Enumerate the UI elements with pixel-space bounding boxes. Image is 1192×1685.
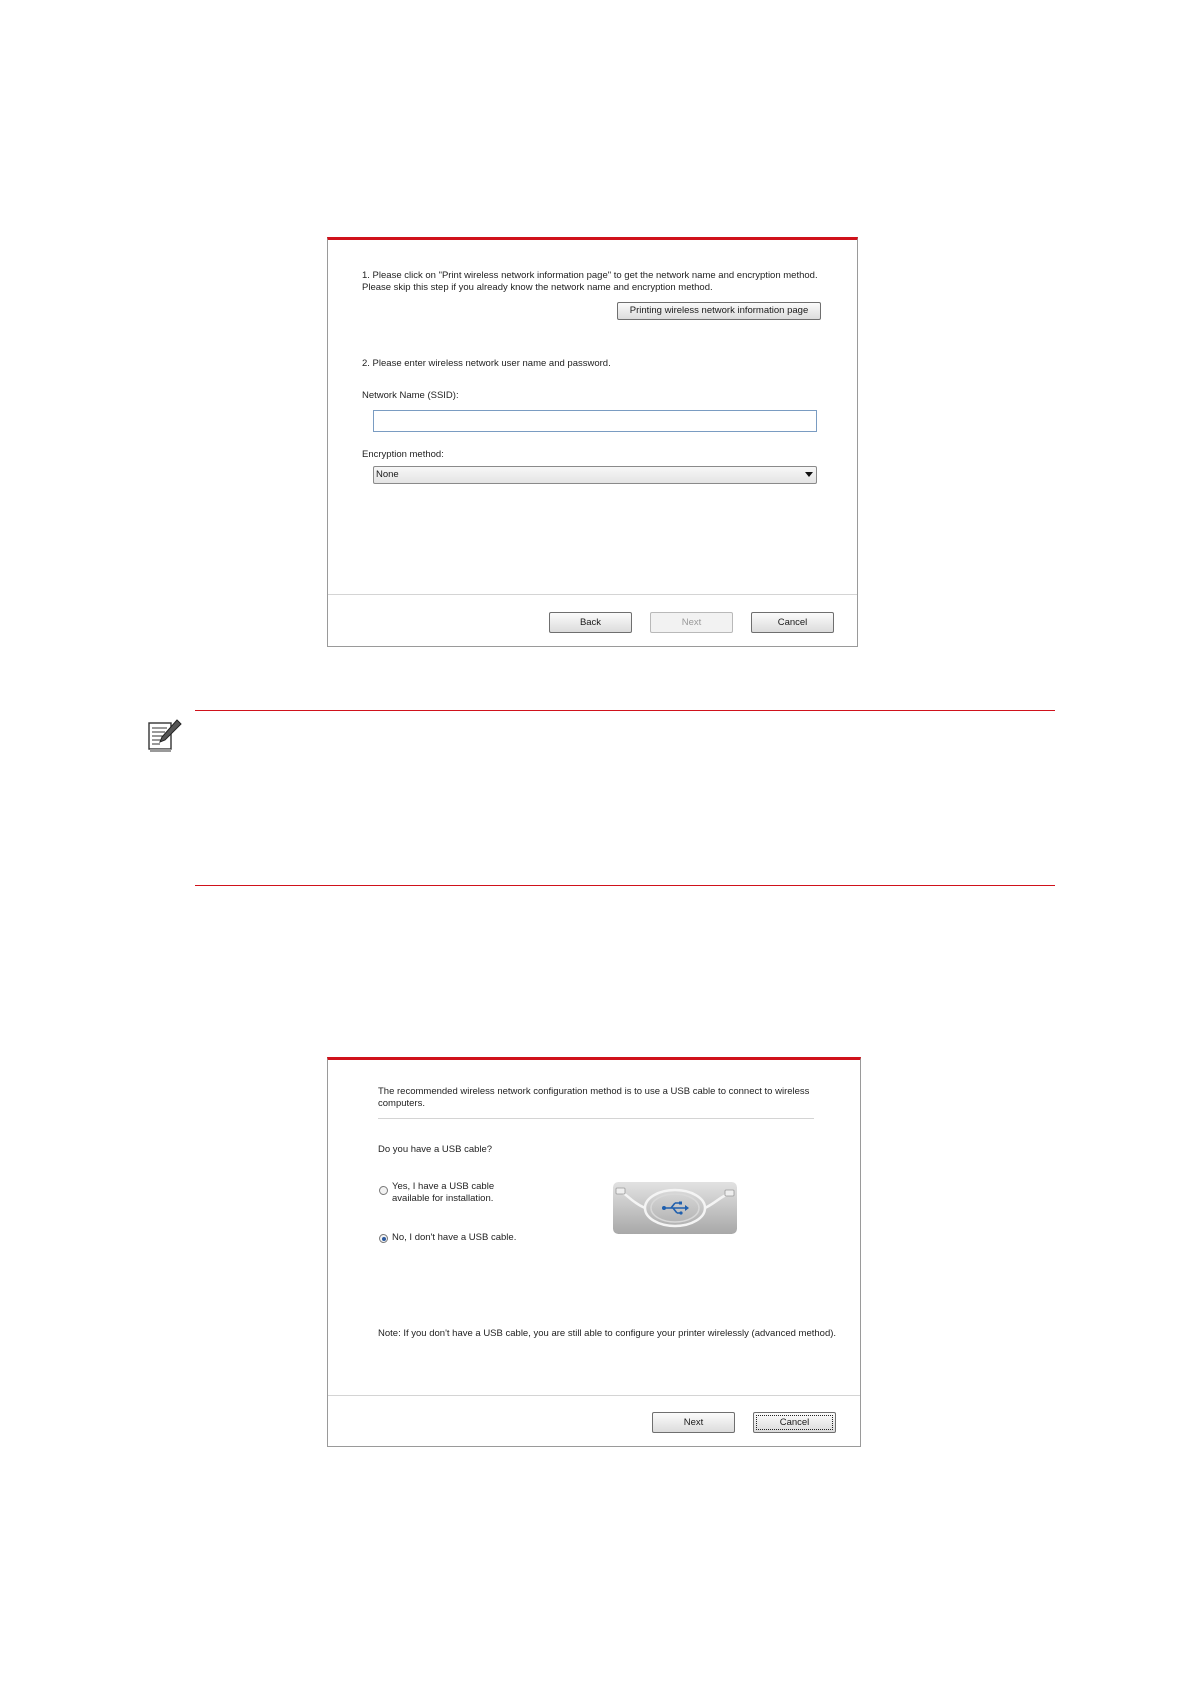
cancel-button-2[interactable]: Cancel bbox=[753, 1412, 836, 1433]
back-button[interactable]: Back bbox=[549, 612, 632, 633]
usb-question: Do you have a USB cable? bbox=[378, 1144, 493, 1155]
encryption-method-select[interactable] bbox=[373, 466, 817, 484]
note-bottom-rule bbox=[195, 885, 1055, 886]
step2-instruction: 2. Please enter wireless network user name and password. bbox=[362, 358, 611, 369]
note-pencil-icon bbox=[147, 718, 183, 754]
usb-cable-dialog bbox=[327, 1057, 861, 1447]
option-no-label[interactable]: No, I don't have a USB cable. bbox=[392, 1232, 517, 1243]
intro-divider bbox=[378, 1118, 814, 1119]
usb-note-text: Note: If you don't have a USB cable, you are still able to configure your printer wirelessly (advanced method). bbox=[378, 1328, 837, 1339]
wireless-setup-dialog bbox=[327, 237, 858, 647]
next-button[interactable]: Next bbox=[652, 1412, 735, 1433]
chevron-down-icon bbox=[805, 472, 813, 477]
usb-intro-text: The recommended wireless network configuration method is to use a USB cable to connect to wireless computers. bbox=[378, 1086, 810, 1109]
encryption-label: Encryption method: bbox=[362, 449, 444, 460]
ssid-label: Network Name (SSID): bbox=[362, 390, 459, 401]
note-top-rule bbox=[195, 710, 1055, 711]
radio-yes-usb[interactable] bbox=[379, 1186, 388, 1195]
ssid-input[interactable] bbox=[373, 410, 817, 432]
usb-cable-icon bbox=[613, 1182, 737, 1234]
radio-no-usb[interactable] bbox=[379, 1234, 388, 1243]
option-yes-label[interactable]: Yes, I have a USB cable available for installation. bbox=[392, 1181, 495, 1204]
footer-divider bbox=[328, 594, 857, 595]
encryption-selected-value: None bbox=[376, 469, 399, 480]
footer-divider-2 bbox=[328, 1395, 860, 1396]
cancel-button[interactable]: Cancel bbox=[751, 612, 834, 633]
print-network-info-button[interactable]: Printing wireless network information page bbox=[617, 302, 821, 320]
step1-instruction: 1. Please click on "Print wireless network information page" to get the network name and encryption method. Please skip this step if you already know the network name and encryption method. bbox=[362, 270, 818, 293]
next-button-disabled[interactable]: Next bbox=[650, 612, 733, 633]
